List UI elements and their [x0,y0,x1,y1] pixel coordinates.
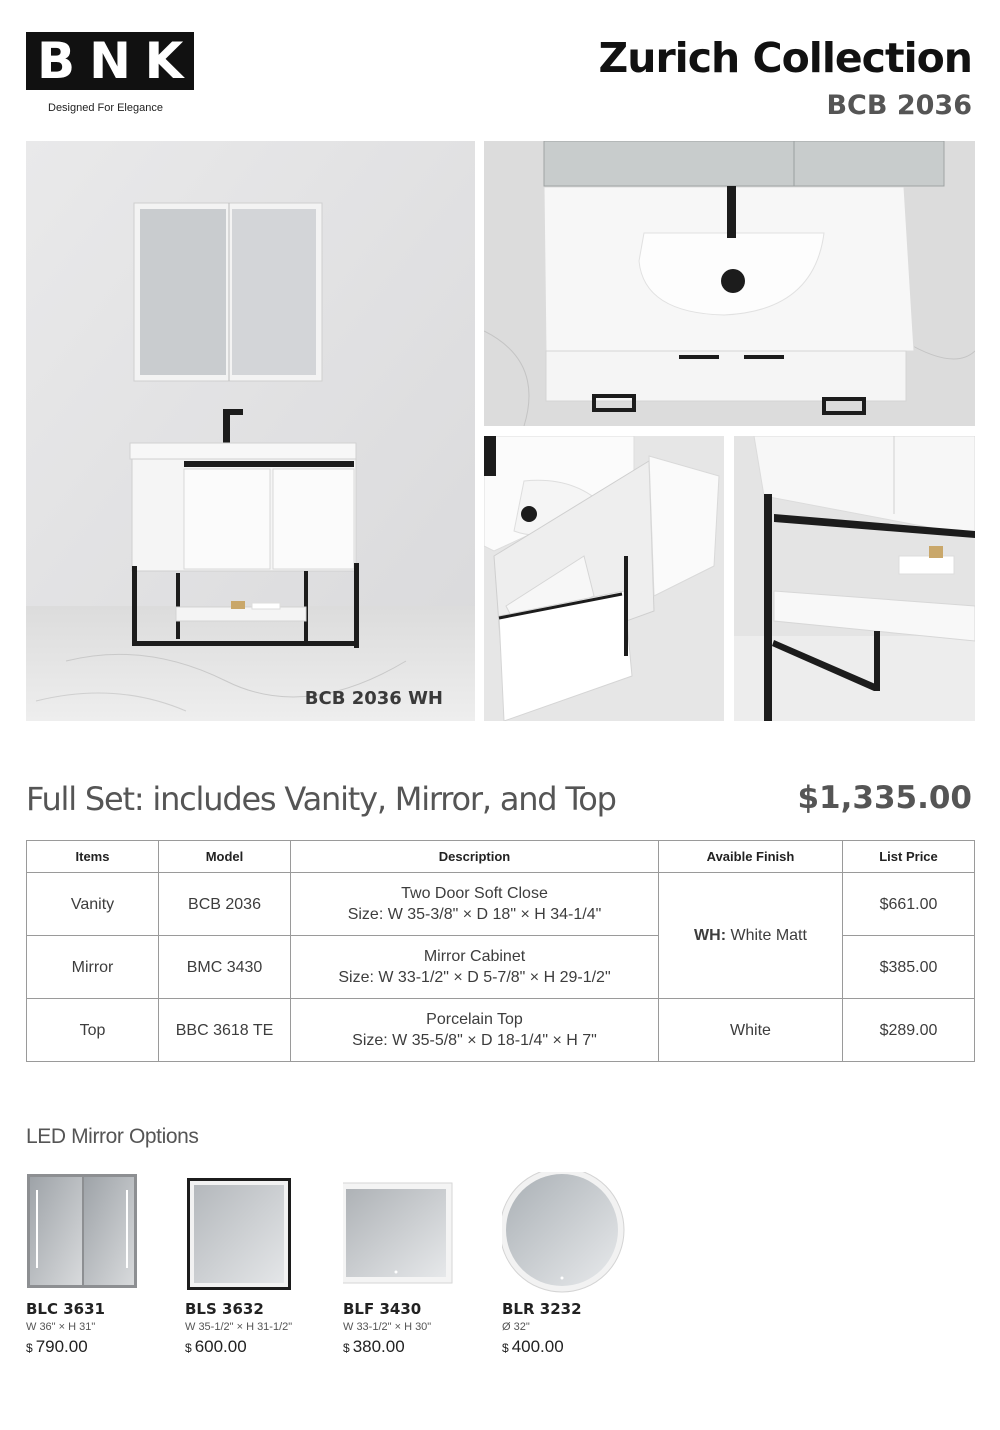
model-cell: BMC 3430 [159,936,291,999]
item-cell: Top [27,999,159,1062]
led-model-name: BLR 3232 [502,1300,582,1318]
led-dimensions: Ø 32" [502,1321,530,1333]
mirror-cabinet-icon [26,1172,176,1294]
full-set-price: $1,335.00 [797,780,972,816]
vanity-set-illustration [26,141,475,721]
description-text: Two Door Soft Close [401,885,548,902]
page-title: Zurich Collection [598,34,972,82]
column-header-model: Model [159,841,291,873]
led-price-value: 790.00 [35,1337,88,1356]
model-number: BCB 2036 [826,90,972,121]
led-price [502,1337,652,1357]
item-cell: Vanity [27,873,159,936]
led-price-value: 380.00 [352,1337,405,1356]
item-cell: Mirror [27,936,159,999]
finish-cell [659,873,843,999]
finish-cell: White [659,999,843,1062]
brand-tagline: Designed For Elegance [48,102,163,114]
photo-caption: BCB 2036 WH [304,688,443,709]
table-header-row [27,841,975,873]
price-cell: $289.00 [843,999,975,1062]
description-cell [291,999,659,1062]
size-text: Size: W 33-1/2" × D 5-7/8" × H 29-1/2" [338,969,611,986]
sink-top-illustration [484,141,975,426]
led-mirror-blr-3232[interactable] [502,1172,652,1357]
framed-mirror-icon [185,1172,335,1294]
open-cabinet-photo [484,436,724,721]
led-model-name: BLS 3632 [185,1300,264,1318]
description-text: Porcelain Top [426,1011,523,1028]
led-dimensions: W 35-1/2" × H 31-1/2" [185,1321,293,1333]
led-price-value: 600.00 [194,1337,247,1356]
spec-table [26,840,975,1062]
led-options-heading: LED Mirror Options [26,1125,199,1148]
currency-symbol: $ [185,1341,192,1355]
finish-name: White Matt [730,927,807,944]
description-cell [291,873,659,936]
led-price [185,1337,335,1357]
led-model-name: BLC 3631 [26,1300,105,1318]
logo-letter-n: N [89,32,131,90]
led-price [26,1337,176,1357]
full-set-heading: Full Set: includes Vanity, Mirror, and Top [26,780,616,818]
led-dimensions: W 36" × H 31" [26,1321,96,1333]
frameless-mirror-thumbnail [343,1172,493,1294]
currency-symbol: $ [343,1341,350,1355]
open-cabinet-illustration [484,436,724,721]
led-mirror-blc-3631[interactable] [26,1172,176,1357]
round-mirror-thumbnail [502,1172,652,1294]
finish-code: WH: [694,927,727,944]
led-dimensions: W 33-1/2" × H 30" [343,1321,432,1333]
description-cell [291,936,659,999]
model-cell: BCB 2036 [159,873,291,936]
brand-logo [26,32,194,90]
logo-letter-b: B [36,32,76,90]
currency-symbol: $ [502,1341,509,1355]
mirror-cabinet-thumbnail [26,1172,176,1294]
led-price-value: 400.00 [511,1337,564,1356]
led-mirror-blf-3430[interactable] [343,1172,493,1357]
currency-symbol: $ [26,1341,33,1355]
column-header-items: Items [27,841,159,873]
sink-top-view-photo [484,141,975,426]
led-model-name: BLF 3430 [343,1300,422,1318]
column-header-description: Description [291,841,659,873]
main-product-photo [26,141,475,721]
round-mirror-icon [502,1172,652,1294]
frameless-mirror-icon [343,1172,493,1294]
size-text: Size: W 35-5/8" × D 18-1/4" × H 7" [352,1032,597,1049]
framed-mirror-thumbnail [185,1172,335,1294]
column-header-finish: Avaible Finish [659,841,843,873]
column-header-list-price: List Price [843,841,975,873]
logo-letter-k: K [144,32,184,90]
price-cell: $385.00 [843,936,975,999]
table-row [27,873,975,936]
leg-frame-illustration [734,436,975,721]
model-cell: BBC 3618 TE [159,999,291,1062]
description-text: Mirror Cabinet [423,948,526,965]
leg-frame-detail-photo [734,436,975,721]
price-cell: $661.00 [843,873,975,936]
size-text: Size: W 35-3/8" × D 18" × H 34-1/4" [347,906,602,923]
led-price [343,1337,493,1357]
table-row [27,999,975,1062]
led-mirror-bls-3632[interactable] [185,1172,335,1357]
